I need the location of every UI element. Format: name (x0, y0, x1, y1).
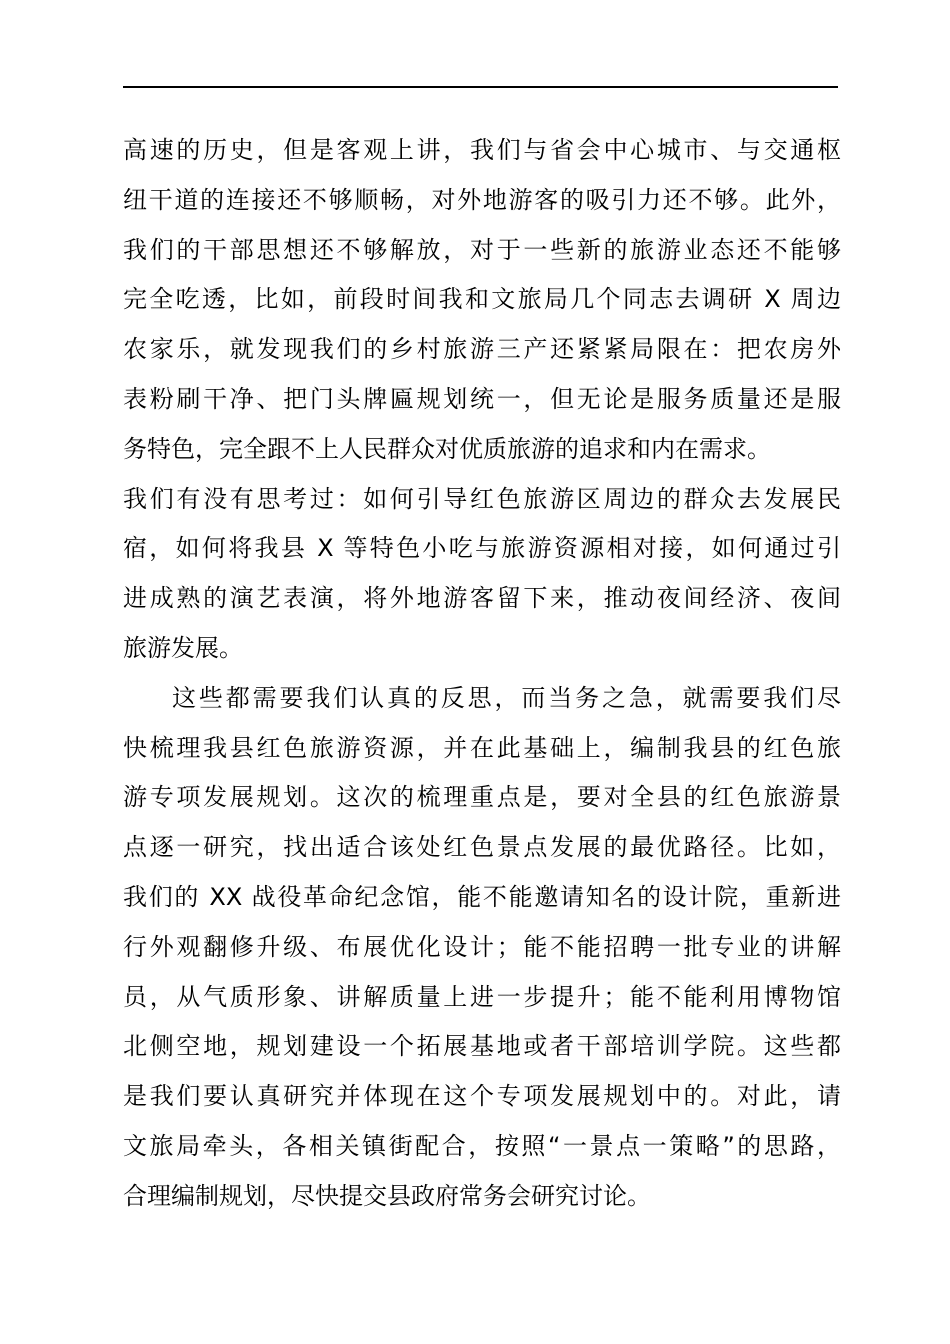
paragraph-2 (123, 674, 841, 1222)
text-line: 员，从气质形象、讲解质量上进一步提升；能不能利用博物馆 (123, 982, 841, 1011)
text-line: 是我们要认真研究并体现在这个专项发展规划中的。对此，请 (123, 1082, 841, 1111)
text-line: 宿，如何将我县 X 等特色小吃与旅游资源相对接，如何通过引 (123, 534, 841, 563)
header-rule (123, 86, 838, 88)
text-line: 农家乐，就发现我们的乡村旅游三产还紧紧局限在：把农房外 (123, 335, 841, 364)
text-line: 点逐一研究，找出适合该处红色景点发展的最优路径。比如， (123, 833, 841, 862)
document-body (123, 126, 841, 1222)
text-line: 进成熟的演艺表演，将外地游客留下来，推动夜间经济、夜间 (123, 584, 841, 613)
text-line: 游专项发展规划。这次的梳理重点是，要对全县的红色旅游景 (123, 783, 841, 812)
text-line: 合理编制规划，尽快提交县政府常务会研究讨论。 (123, 1181, 651, 1210)
paragraph-1 (123, 126, 841, 674)
text-line: 旅游发展。 (123, 633, 243, 662)
text-line: 北侧空地，规划建设一个拓展基地或者干部培训学院。这些都 (123, 1032, 841, 1061)
text-line: 高速的历史，但是客观上讲，我们与省会中心城市、与交通枢 (123, 136, 841, 164)
text-line: 行外观翻修升级、布展优化设计；能不能招聘一批专业的讲解 (123, 932, 841, 961)
text-line: 我们的 XX 战役革命纪念馆，能不能邀请知名的设计院，重新进 (123, 882, 841, 911)
text-line: 纽干道的连接还不够顺畅，对外地游客的吸引力还不够。此外， (123, 185, 841, 214)
text-line: 我们有没有思考过：如何引导红色旅游区周边的群众去发展民 (123, 484, 841, 513)
text-line: 务特色，完全跟不上人民群众对优质旅游的追求和内在需求。 (123, 434, 771, 463)
text-line: 我们的干部思想还不够解放，对于一些新的旅游业态还不能够 (123, 235, 841, 264)
text-line: 快梳理我县红色旅游资源，并在此基础上，编制我县的红色旅 (123, 733, 841, 762)
text-line: 这些都需要我们认真的反思，而当务之急，就需要我们尽 (172, 683, 841, 712)
text-line: 表粉刷干净、把门头牌匾规划统一，但无论是服务质量还是服 (123, 384, 841, 413)
text-line: 文旅局牵头，各相关镇街配合，按照“一景点一策略”的思路， (123, 1131, 841, 1160)
text-line: 完全吃透，比如，前段时间我和文旅局几个同志去调研 X 周边 (123, 285, 841, 314)
